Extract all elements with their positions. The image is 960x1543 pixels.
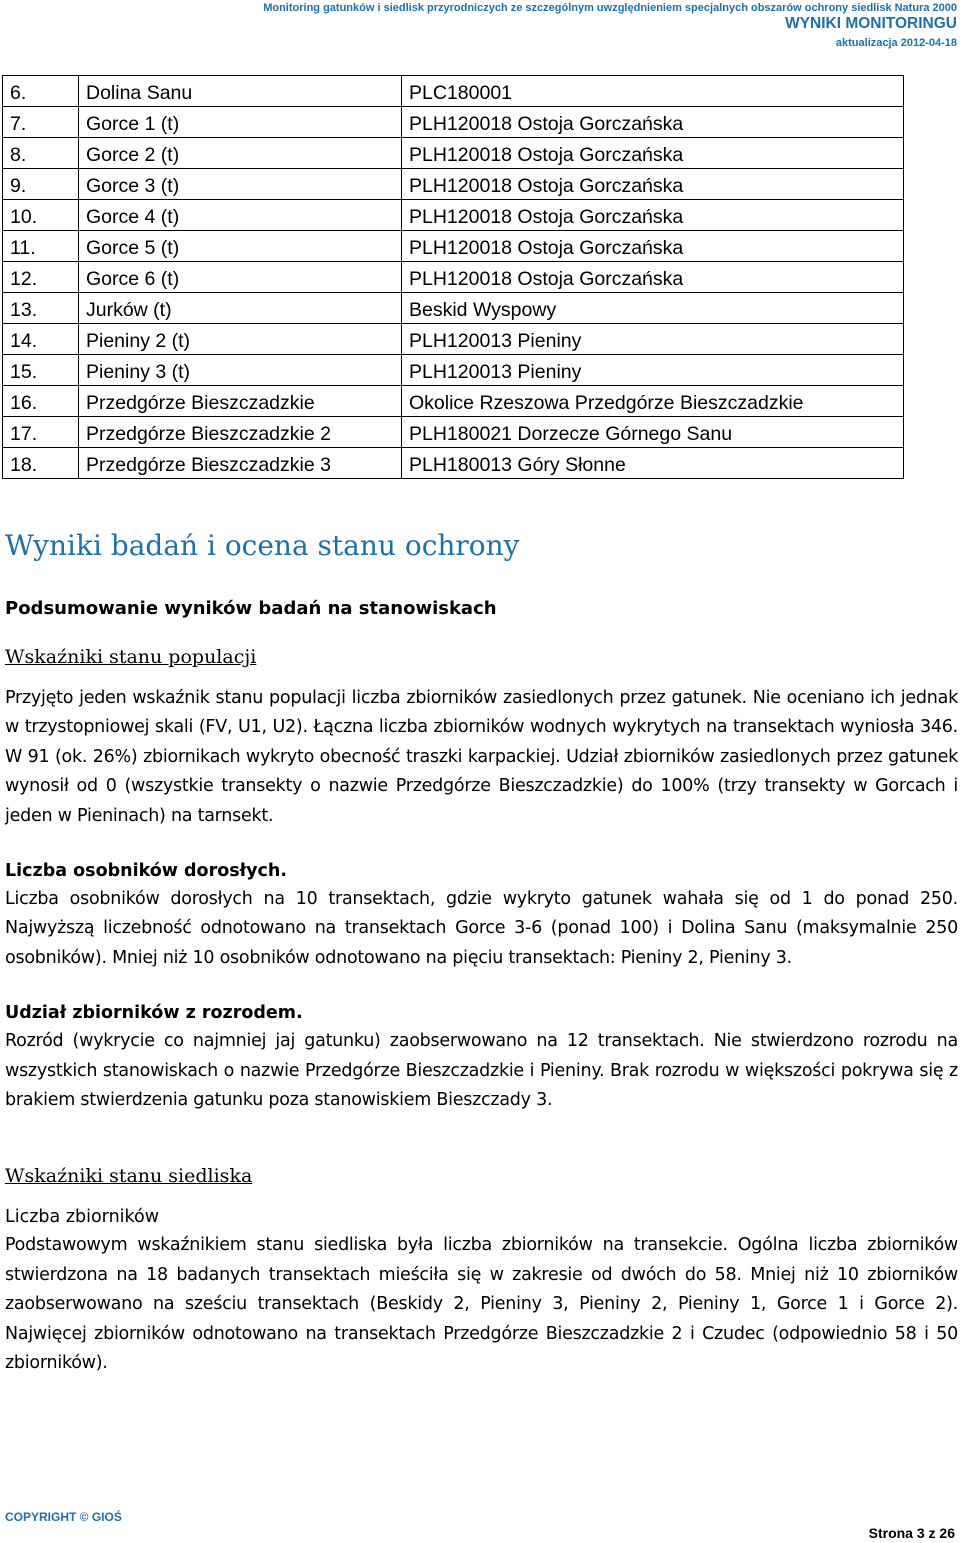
- table-row: [3, 293, 904, 324]
- breeding-paragraph: Rozród (wykrycie co najmniej jaj gatunku) zaobserwowano na 12 transektach. Nie stwierdzono rozrodu na wszystkich stanowiskach o nazwie Przedgórze Bieszczadzkie i Pieniny. Brak rozrodu w większości pokrywa się z brakiem stwierdzenia gatunku poza stanowiskiem Bieszczady 3.: [5, 1031, 958, 1111]
- transect-name: Gorce 5 (t): [79, 231, 402, 262]
- row-number: 14.: [3, 324, 79, 355]
- transect-name: Gorce 3 (t): [79, 169, 402, 200]
- row-number: 18.: [3, 448, 79, 479]
- transect-name: Jurków (t): [79, 293, 402, 324]
- transect-name: Gorce 6 (t): [79, 262, 402, 293]
- footer-page-number: Strona 3 z 26: [868, 1525, 955, 1541]
- table-row: [3, 386, 904, 417]
- table-row: [3, 138, 904, 169]
- adults-paragraph: Liczba osobników dorosłych na 10 transektach, gdzie wykryto gatunek wahała się od 1 do ponad 250. Najwyższą liczebność odnotowano na transektach Gorce 3-6 (ponad 100) i Dolina Sanu (maksymalnie 250 osobników). Mniej niż 10 osobników odnotowano na pięciu transektach: Pieniny 2, Pieniny 3.: [5, 889, 958, 968]
- table-row: [3, 417, 904, 448]
- sites-table: [2, 75, 904, 479]
- row-number: 12.: [3, 262, 79, 293]
- transect-name: Przedgórze Bieszczadzkie 2: [79, 417, 402, 448]
- sites-table-body: [3, 76, 904, 479]
- row-number: 7.: [3, 107, 79, 138]
- population-paragraph: Przyjęto jeden wskaźnik stanu populacji liczba zbiorników zasiedlonych przez gatunek. Nie oceniano ich jednak w trzystopniowej skali (FV, U1, U2). Łączna liczba zbiorników wodnych wykrytych na transektach wyniosła 346. W 91 (ok. 26%) zbiornikach wykryto obecność traszki karpackiej. Udział zbiorników zasiedlonych przez gatunek wynosił od 0 (wszystkie transekty o nazwie Przedgórze Bieszczadzkie) do 100% (trzy transekty w Gorcach i jeden w Pieninach) na tarnsekt.: [5, 688, 958, 826]
- table-row: [3, 355, 904, 386]
- row-number: 13.: [3, 293, 79, 324]
- transect-name: Dolina Sanu: [79, 76, 402, 107]
- natura-site: Okolice Rzeszowa Przedgórze Bieszczadzkie: [402, 386, 904, 417]
- natura-site: PLC180001: [402, 76, 904, 107]
- natura-site: PLH180021 Dorzecze Górnego Sanu: [402, 417, 904, 448]
- header-section-title: WYNIKI MONITORINGU: [785, 15, 957, 32]
- ponds-heading: Liczba zbiorników: [5, 1207, 160, 1228]
- row-number: 16.: [3, 386, 79, 417]
- transect-name: Gorce 4 (t): [79, 200, 402, 231]
- transect-name: Przedgórze Bieszczadzkie 3: [79, 448, 402, 479]
- transect-name: Pieniny 2 (t): [79, 324, 402, 355]
- header-update-date: aktualizacja 2012-04-18: [835, 37, 957, 49]
- natura-site: Beskid Wyspowy: [402, 293, 904, 324]
- section-title: Wyniki badań i ocena stanu ochrony: [5, 529, 520, 562]
- natura-site: PLH120018 Ostoja Gorczańska: [402, 138, 904, 169]
- natura-site: PLH120013 Pieniny: [402, 324, 904, 355]
- natura-site: PLH120018 Ostoja Gorczańska: [402, 200, 904, 231]
- footer-copyright: COPYRIGHT © GIOŚ: [5, 1510, 122, 1524]
- transect-name: Gorce 1 (t): [79, 107, 402, 138]
- natura-site: PLH120018 Ostoja Gorczańska: [402, 231, 904, 262]
- natura-site: PLH120018 Ostoja Gorczańska: [402, 262, 904, 293]
- ponds-paragraph: Podstawowym wskaźnikiem stanu siedliska była liczba zbiorników na transekcie. Ogólna liczba zbiorników stwierdzona na 18 badanych transektach mieściła się w zakresie od dwóch do 58. Mniej niż 10 zbiorników zaobserwowano na sześciu transektach (Beskidy 2, Pieniny 3, Pieniny 2, Pieniny 1, Gorce 1 i Gorce 2). Najwięcej zbiorników odnotowano na transektach Przedgórze Bieszczadzkie 2 i Czudec (odpowiednio 58 i 50 zbiorników).: [5, 1235, 958, 1374]
- natura-site: PLH180013 Góry Słonne: [402, 448, 904, 479]
- table-row: [3, 76, 904, 107]
- table-row: [3, 448, 904, 479]
- table-row: [3, 324, 904, 355]
- row-number: 15.: [3, 355, 79, 386]
- adults-heading: Liczba osobników dorosłych.: [5, 861, 288, 882]
- habitat-indicators-heading: Wskaźniki stanu siedliska: [5, 1165, 253, 1188]
- row-number: 8.: [3, 138, 79, 169]
- table-row: [3, 200, 904, 231]
- natura-site: PLH120018 Ostoja Gorczańska: [402, 107, 904, 138]
- table-row: [3, 169, 904, 200]
- transect-name: Przedgórze Bieszczadzkie: [79, 386, 402, 417]
- breeding-heading: Udział zbiorników z rozrodem.: [5, 1003, 303, 1024]
- table-row: [3, 262, 904, 293]
- transect-name: Pieniny 3 (t): [79, 355, 402, 386]
- row-number: 10.: [3, 200, 79, 231]
- natura-site: PLH120018 Ostoja Gorczańska: [402, 169, 904, 200]
- header-project-title: Monitoring gatunków i siedlisk przyrodniczych ze szczególnym uwzględnieniem specjalnych obszarów ochrony siedlisk Natura 2000: [263, 2, 957, 14]
- transect-name: Gorce 2 (t): [79, 138, 402, 169]
- main-content: [5, 526, 958, 1379]
- natura-site: PLH120013 Pieniny: [402, 355, 904, 386]
- row-number: 9.: [3, 169, 79, 200]
- table-row: [3, 107, 904, 138]
- summary-heading: Podsumowanie wyników badań na stanowiskach: [5, 598, 497, 619]
- row-number: 17.: [3, 417, 79, 448]
- row-number: 11.: [3, 231, 79, 262]
- row-number: 6.: [3, 76, 79, 107]
- population-indicators-heading: Wskaźniki stanu populacji: [5, 646, 257, 668]
- table-row: [3, 231, 904, 262]
